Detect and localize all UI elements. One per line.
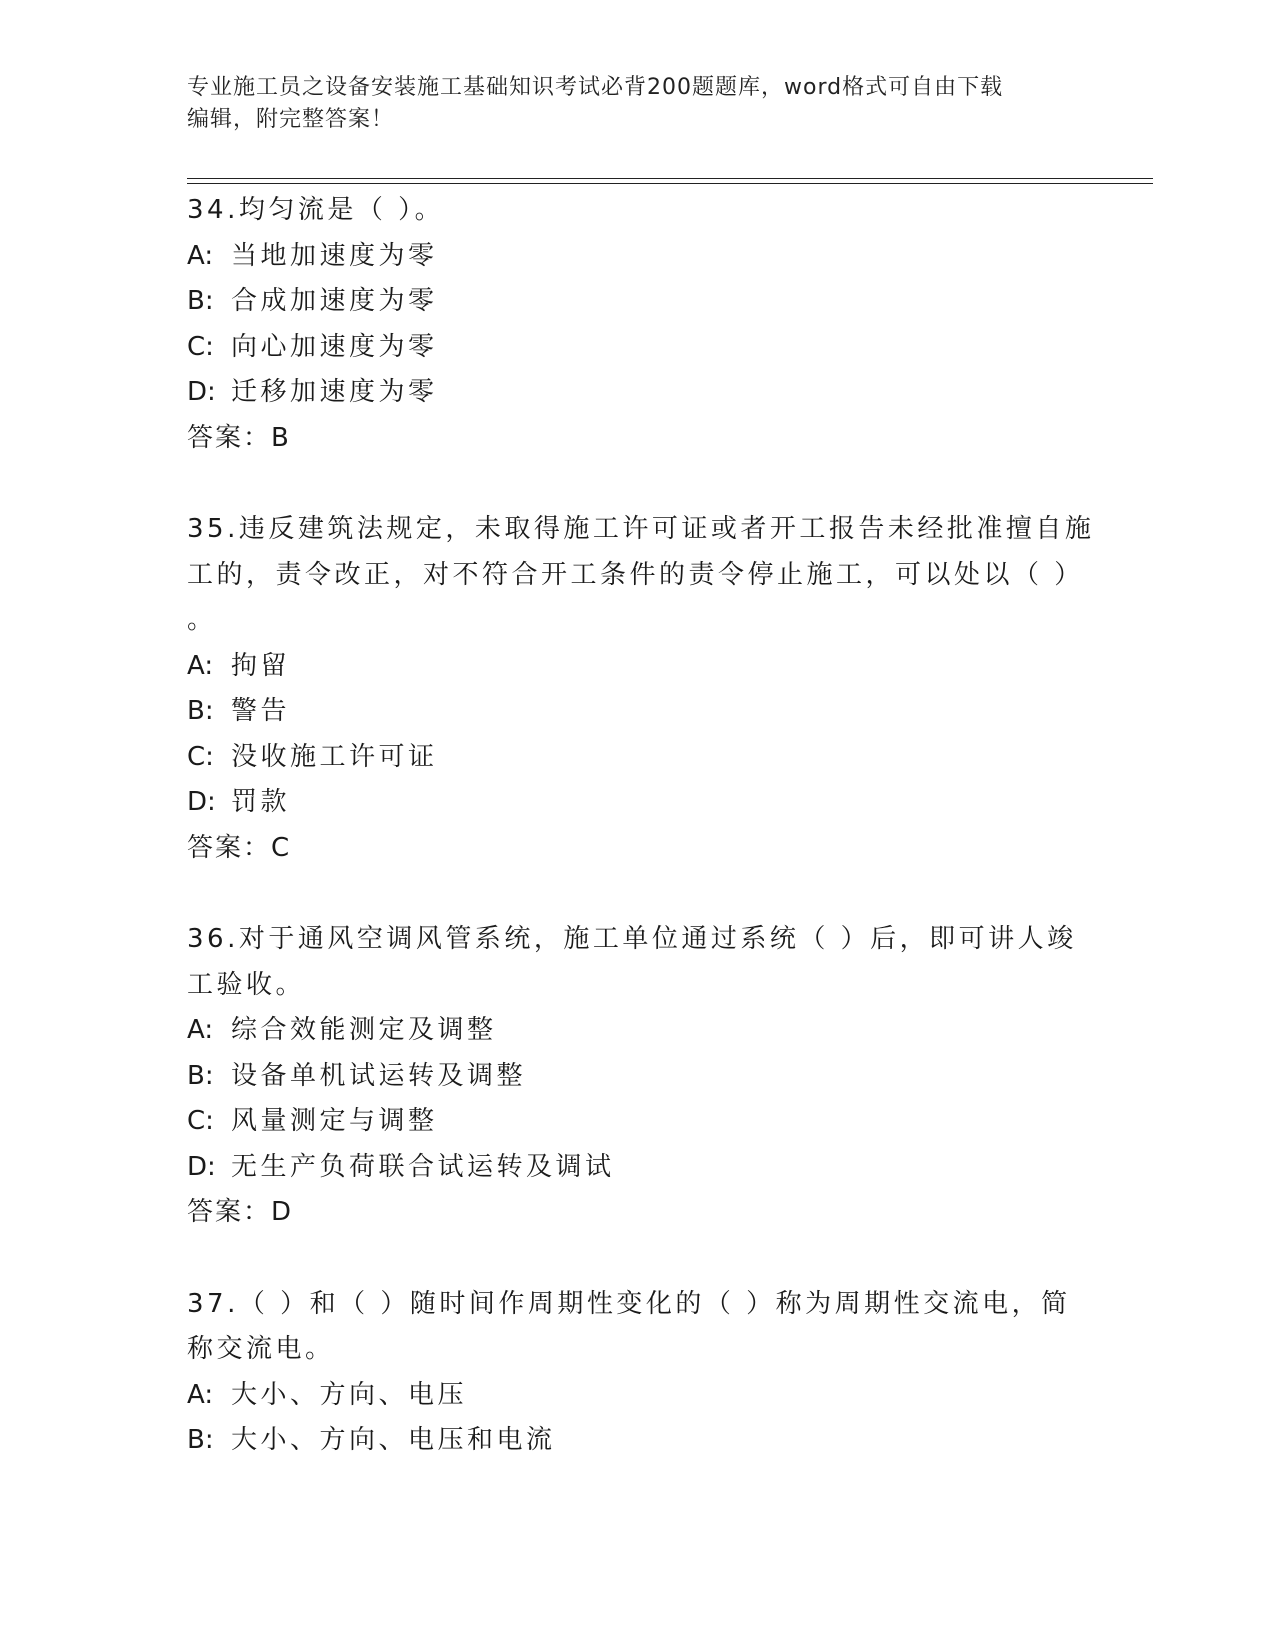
- option-letter: B:: [187, 696, 214, 726]
- header-rule-bottom: [187, 183, 1153, 184]
- question-option: [187, 780, 1087, 826]
- option-letter: C:: [187, 741, 214, 772]
- option-text: 警告: [231, 696, 291, 726]
- option-letter: C:: [187, 331, 214, 362]
- question-option: [187, 1054, 1087, 1100]
- header-line-2: 编辑，附完整答案！: [187, 107, 395, 132]
- question-stem-line: 工验收。: [187, 969, 306, 1000]
- option-text: 综合效能测定及调整: [231, 1015, 497, 1045]
- question-block: [187, 917, 1087, 1282]
- question-stem-line: 34.均匀流是（ ）。: [187, 195, 445, 225]
- question-stem-line: 称交流电。: [187, 1334, 335, 1364]
- option-letter: A:: [187, 650, 214, 681]
- option-letter: B:: [187, 1060, 214, 1091]
- question-option: [187, 644, 1087, 690]
- question-stem-line: 36.对于通风空调风管系统，施工单位通过系统（ ）后，即可讲人竣: [187, 924, 1077, 954]
- option-letter: D:: [187, 1151, 216, 1182]
- question-option: [187, 325, 1087, 371]
- question-stem-line: 37.（ ）和（ ）随时间作周期性变化的（ ）称为周期性交流电，简: [187, 1288, 1071, 1319]
- option-text: 风量测定与调整: [231, 1106, 438, 1136]
- header-rule-top: [187, 178, 1153, 179]
- option-letter: B:: [187, 286, 214, 316]
- question-option: [187, 234, 1087, 280]
- question-option: [187, 689, 1087, 735]
- option-letter: A:: [187, 1015, 214, 1045]
- answer-line: 答案：B: [187, 422, 291, 453]
- option-text: 迁移加速度为零: [231, 377, 438, 407]
- question-option: [187, 1008, 1087, 1054]
- answer-line: 答案：D: [187, 1197, 294, 1227]
- header-line-1: 专业施工员之设备安装施工基础知识考试必背200题题库，word格式可自由下载: [187, 75, 1004, 100]
- question-option: [187, 370, 1087, 416]
- option-text: 大小、方向、电压: [231, 1379, 468, 1410]
- option-text: 设备单机试运转及调整: [231, 1060, 527, 1091]
- question-list: [187, 188, 1095, 1464]
- question-option: [187, 1099, 1087, 1145]
- option-text: 罚款: [231, 787, 291, 817]
- option-letter: C:: [187, 1106, 214, 1136]
- option-letter: D:: [187, 787, 216, 817]
- question-block: [187, 188, 1087, 507]
- question-stem-line: 工的，责令改正，对不符合开工条件的责令停止施工，可以处以（ ）: [187, 559, 1084, 590]
- option-letter: A:: [187, 240, 214, 271]
- question-block: [187, 507, 1095, 917]
- question-stem-line: 35.违反建筑法规定，未取得施工许可证或者开工报告未经批准擅自施: [187, 514, 1095, 544]
- question-spacer: [187, 461, 1087, 507]
- answer-line: 答案：C: [187, 832, 292, 863]
- option-letter: D:: [187, 377, 216, 407]
- option-text: 大小、方向、电压和电流: [231, 1425, 556, 1455]
- question-stem-line: 。: [187, 605, 217, 635]
- option-letter: B:: [187, 1425, 214, 1455]
- option-text: 没收施工许可证: [231, 741, 438, 772]
- question-option: [187, 1418, 1087, 1464]
- option-text: 拘留: [231, 650, 291, 681]
- question-spacer: [187, 1236, 1087, 1282]
- question-block: [187, 1282, 1087, 1464]
- question-option: [187, 279, 1087, 325]
- question-option: [187, 1145, 1087, 1191]
- option-text: 当地加速度为零: [231, 240, 438, 271]
- question-option: [187, 1373, 1087, 1419]
- question-spacer: [187, 871, 1087, 917]
- option-text: 无生产负荷联合试运转及调试: [231, 1151, 615, 1182]
- option-text: 向心加速度为零: [231, 331, 438, 362]
- question-option: [187, 735, 1087, 781]
- document-header: [187, 72, 1067, 136]
- option-letter: A:: [187, 1379, 214, 1410]
- option-text: 合成加速度为零: [231, 286, 438, 316]
